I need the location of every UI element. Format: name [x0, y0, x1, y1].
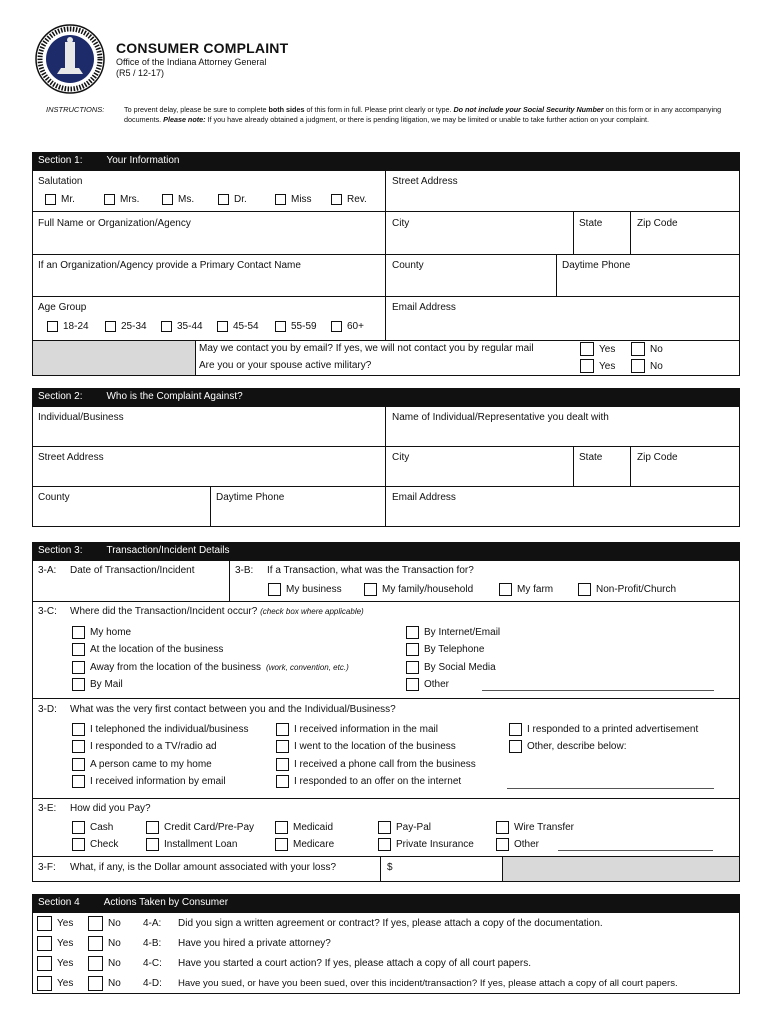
- divider: [385, 406, 386, 527]
- active-military-question: Are you or your spouse active military?: [199, 360, 372, 371]
- checkbox[interactable]: [105, 321, 116, 332]
- 3e-wire-transfer[interactable]: [496, 821, 574, 834]
- section-number: Section 1:: [38, 155, 83, 166]
- checkbox[interactable]: [72, 643, 85, 656]
- 3c-away-from-business[interactable]: [72, 661, 349, 674]
- checkbox[interactable]: [496, 838, 509, 851]
- checkbox[interactable]: [45, 194, 56, 205]
- option-label: Yes: [57, 958, 74, 969]
- instr-part: To prevent delay, please be sure to complete: [124, 105, 269, 114]
- 4b-no[interactable]: [88, 936, 121, 951]
- divider: [32, 798, 740, 799]
- checkbox[interactable]: [406, 678, 419, 691]
- checkbox[interactable]: [37, 956, 52, 971]
- state-label: State: [579, 218, 603, 229]
- checkbox[interactable]: [276, 758, 289, 771]
- 4c-yes[interactable]: [37, 956, 73, 971]
- question-3f-text: What, if any, is the Dollar amount associated with your loss?: [70, 862, 337, 873]
- form-title: CONSUMER COMPLAINT: [116, 40, 289, 56]
- 3e-other-line[interactable]: [558, 850, 713, 851]
- option-label: Installment Loan: [164, 839, 238, 850]
- option-label: No: [108, 918, 121, 929]
- 3c-by-mail[interactable]: [72, 678, 123, 691]
- option-label: Mrs.: [120, 194, 140, 205]
- checkbox[interactable]: [218, 194, 229, 205]
- option-label: By Internet/Email: [424, 627, 501, 638]
- instructions-label: INSTRUCTIONS:: [46, 105, 105, 114]
- checkbox[interactable]: [217, 321, 228, 332]
- checkbox[interactable]: [331, 194, 342, 205]
- checkbox[interactable]: [631, 359, 645, 373]
- 3c-telephone[interactable]: [406, 643, 484, 656]
- checkbox[interactable]: [37, 976, 52, 991]
- question-4b-row: [37, 934, 737, 954]
- option-label: Miss: [291, 194, 312, 205]
- checkbox[interactable]: [146, 838, 159, 851]
- option-label: Yes: [599, 360, 616, 372]
- checkbox[interactable]: [378, 838, 391, 851]
- 3e-check[interactable]: [72, 838, 118, 851]
- state-label: State: [579, 452, 603, 463]
- divider: [573, 446, 574, 486]
- checkbox[interactable]: [509, 740, 522, 753]
- checkbox[interactable]: [580, 342, 594, 356]
- checkbox[interactable]: [378, 821, 391, 834]
- 3d-other-line[interactable]: [507, 788, 714, 789]
- divider: [32, 698, 740, 699]
- option-label: I received information by email: [90, 776, 226, 787]
- 3d-other[interactable]: [509, 740, 627, 753]
- checkbox[interactable]: [276, 775, 289, 788]
- question-3d-text: What was the very first contact between you and the Individual/Business?: [70, 704, 396, 715]
- divider: [210, 486, 211, 527]
- question-text: Have you started a court action? If yes, please attach a copy of all court papers.: [178, 958, 531, 969]
- question-4d-row: [37, 974, 737, 994]
- checkbox[interactable]: [406, 643, 419, 656]
- 4c-no[interactable]: [88, 956, 121, 971]
- 3b-family-household[interactable]: [364, 583, 473, 596]
- full-name-label: Full Name or Organization/Agency: [38, 218, 191, 229]
- divider: [32, 601, 740, 602]
- military-no[interactable]: [631, 359, 663, 373]
- section-1-header: [32, 152, 740, 170]
- dollar-amount-field[interactable]: $: [387, 862, 393, 873]
- question-number: 4-A:: [143, 918, 162, 929]
- street-address-label: Street Address: [38, 452, 104, 463]
- option-label: No: [108, 978, 121, 989]
- email-label: Email Address: [392, 302, 456, 313]
- age-25-34[interactable]: [105, 321, 147, 332]
- city-label: City: [392, 452, 410, 463]
- form-subtitle: [116, 57, 266, 79]
- office-name: Office of the Indiana Attorney General: [116, 57, 267, 67]
- option-label: Private Insurance: [396, 839, 474, 850]
- option-label: A person came to my home: [90, 759, 212, 770]
- checkbox[interactable]: [631, 342, 645, 356]
- 3e-medicare[interactable]: [275, 838, 334, 851]
- option-label: 35-44: [177, 321, 203, 332]
- instructions-text: [124, 105, 724, 125]
- 3d-phone-call[interactable]: [276, 758, 476, 771]
- 3d-info-email[interactable]: [72, 775, 226, 788]
- checkbox[interactable]: [275, 838, 288, 851]
- option-label: My farm: [517, 584, 554, 595]
- divider: [229, 560, 230, 601]
- option-label: Mr.: [61, 194, 75, 205]
- checkbox[interactable]: [364, 583, 377, 596]
- option-label: By Social Media: [424, 662, 496, 673]
- 3e-private-insurance[interactable]: [378, 838, 474, 851]
- 3e-medicaid[interactable]: [275, 821, 333, 834]
- question-3f-number: 3-F:: [38, 862, 56, 873]
- email-no[interactable]: [631, 342, 663, 356]
- 3b-my-business[interactable]: [268, 583, 342, 596]
- checkbox[interactable]: [72, 775, 85, 788]
- 3d-info-mail[interactable]: [276, 723, 438, 736]
- daytime-phone-label: Daytime Phone: [562, 260, 631, 271]
- divider: [195, 340, 196, 376]
- option-label: 45-54: [233, 321, 259, 332]
- checkbox[interactable]: [275, 321, 286, 332]
- question-text: Did you sign a written agreement or contract? If yes, please attach a copy of the documentation.: [178, 918, 603, 929]
- section-4-rows: [37, 914, 737, 994]
- divider: [32, 486, 740, 487]
- option-label: Dr.: [234, 194, 247, 205]
- checkbox[interactable]: [88, 936, 103, 951]
- section-name: Actions Taken by Consumer: [103, 897, 229, 908]
- salutation-mrs[interactable]: [104, 194, 139, 205]
- age-45-54[interactable]: [217, 321, 259, 332]
- question-3e-text: How did you Pay?: [70, 803, 151, 814]
- representative-label: Name of Individual/Representative you dealt with: [392, 412, 609, 423]
- 3b-my-farm[interactable]: [499, 583, 553, 596]
- option-label: 18-24: [63, 321, 89, 332]
- age-18-24[interactable]: [47, 321, 89, 332]
- question-3b-number: 3-B:: [235, 565, 254, 576]
- question-4c-row: [37, 954, 737, 974]
- option-label: I responded to an offer on the internet: [294, 776, 462, 787]
- option-note: (work, convention, etc.): [266, 663, 349, 672]
- 4b-yes[interactable]: [37, 936, 73, 951]
- salutation-dr[interactable]: [218, 194, 247, 205]
- option-label: I received information in the mail: [294, 724, 438, 735]
- checkbox[interactable]: [275, 821, 288, 834]
- age-60-plus[interactable]: [331, 321, 364, 332]
- section-name: Your Information: [106, 155, 180, 166]
- option-label: Yes: [57, 978, 74, 989]
- question-3c-text: [70, 606, 364, 617]
- checkbox[interactable]: [268, 583, 281, 596]
- checkbox[interactable]: [496, 821, 509, 834]
- option-label: Non-Profit/Church: [596, 584, 677, 595]
- individual-business-label: Individual/Business: [38, 412, 124, 423]
- divider: [32, 446, 740, 447]
- 4d-no[interactable]: [88, 976, 121, 991]
- option-label: By Telephone: [424, 644, 485, 655]
- divider: [573, 211, 574, 254]
- checkbox[interactable]: [162, 194, 173, 205]
- instr-part: on this form or in any accompanying documents.: [124, 105, 722, 124]
- option-label: Yes: [57, 918, 74, 929]
- option-label: No: [650, 343, 663, 355]
- option-label: Pay-Pal: [396, 822, 432, 833]
- option-label: I responded to a TV/radio ad: [90, 741, 217, 752]
- section-2-header: [32, 388, 740, 406]
- military-yes[interactable]: [580, 359, 615, 373]
- option-label: Yes: [599, 343, 616, 355]
- checkbox[interactable]: [72, 758, 85, 771]
- question-3b-text: If a Transaction, what was the Transaction for?: [267, 565, 474, 576]
- street-address-label: Street Address: [392, 176, 458, 187]
- option-label: Rev.: [347, 194, 367, 205]
- checkbox[interactable]: [276, 723, 289, 736]
- option-label: Other, describe below:: [527, 741, 627, 752]
- checkbox[interactable]: [72, 723, 85, 736]
- section-number: Section 3:: [38, 545, 83, 556]
- option-label: Wire Transfer: [514, 822, 575, 833]
- 4d-yes[interactable]: [37, 976, 73, 991]
- 3d-printed-ad[interactable]: [509, 723, 698, 736]
- checkbox[interactable]: [72, 821, 85, 834]
- option-label: I received a phone call from the business: [294, 759, 476, 770]
- 3e-credit-card[interactable]: [146, 821, 254, 834]
- 3c-business-location[interactable]: [72, 643, 223, 656]
- checkbox[interactable]: [509, 723, 522, 736]
- option-label: My home: [90, 627, 132, 638]
- option-label: My family/household: [382, 584, 474, 595]
- 3c-my-home[interactable]: [72, 626, 131, 639]
- 3e-paypal[interactable]: [378, 821, 431, 834]
- section-name: Who is the Complaint Against?: [106, 391, 243, 402]
- divider: [385, 170, 386, 340]
- zip-label: Zip Code: [637, 452, 678, 463]
- age-35-44[interactable]: [161, 321, 203, 332]
- 3c-other[interactable]: [406, 678, 449, 691]
- option-label: Other: [514, 839, 540, 850]
- salutation-miss[interactable]: [275, 194, 312, 205]
- checkbox[interactable]: [72, 661, 85, 674]
- 3c-internet-email[interactable]: [406, 626, 500, 639]
- shaded-cell: [33, 341, 195, 375]
- instr-part: If you have already obtained a judgment, or there is pending litigation, we may be limited or unable to take further action on your complaint.: [205, 115, 649, 124]
- contact-by-email-question: May we contact you by email? If yes, we will not contact you by regular mail: [199, 343, 534, 354]
- question-3a-number: 3-A:: [38, 565, 57, 576]
- question-3c-number: 3-C:: [38, 606, 57, 617]
- 3c-social-media[interactable]: [406, 661, 496, 674]
- question-note: (check box where applicable): [260, 607, 364, 616]
- option-label: I responded to a printed advertisement: [527, 724, 699, 735]
- 3d-person-came-home[interactable]: [72, 758, 212, 771]
- 3d-telephoned[interactable]: [72, 723, 248, 736]
- checkbox[interactable]: [72, 678, 85, 691]
- checkbox[interactable]: [47, 321, 58, 332]
- checkbox[interactable]: [161, 321, 172, 332]
- daytime-phone-label: Daytime Phone: [216, 492, 285, 503]
- age-55-59[interactable]: [275, 321, 317, 332]
- option-label: By Mail: [90, 679, 123, 690]
- option-label: I telephoned the individual/business: [90, 724, 249, 735]
- option-label: I went to the location of the business: [294, 741, 456, 752]
- checkbox[interactable]: [72, 838, 85, 851]
- 3d-internet-offer[interactable]: [276, 775, 461, 788]
- city-label: City: [392, 218, 410, 229]
- question-4a-row: [37, 914, 737, 934]
- option-label: Away from the location of the business: [90, 662, 262, 673]
- email-yes[interactable]: [580, 342, 615, 356]
- 4a-no[interactable]: [88, 916, 121, 931]
- instr-bold: both sides: [268, 105, 305, 114]
- checkbox[interactable]: [499, 583, 512, 596]
- option-label: No: [108, 938, 121, 949]
- form-id: (R5 / 12-17): [116, 68, 165, 78]
- option-label: Yes: [57, 938, 74, 949]
- section-2-box: [32, 406, 740, 527]
- age-group-label: Age Group: [38, 302, 87, 313]
- section-number: Section 4: [38, 897, 80, 908]
- question-text: Have you sued, or have you been sued, over this incident/transaction? If yes, please attach a copy of all court papers.: [178, 978, 678, 989]
- option-label: My business: [286, 584, 342, 595]
- county-label: County: [392, 260, 424, 271]
- section-name: Transaction/Incident Details: [106, 545, 230, 556]
- checkbox[interactable]: [580, 359, 594, 373]
- question-number: 4-C:: [143, 958, 162, 969]
- instr-ssn-warning: Do not include your Social Security Number: [453, 105, 604, 114]
- option-label: Check: [90, 839, 119, 850]
- divider: [556, 254, 557, 296]
- 3b-non-profit-church[interactable]: [578, 583, 676, 596]
- shaded-cell: [503, 857, 739, 881]
- checkbox[interactable]: [37, 936, 52, 951]
- checkbox[interactable]: [275, 194, 286, 205]
- 3e-other[interactable]: [496, 838, 539, 851]
- 3d-tv-radio-ad[interactable]: [72, 740, 217, 753]
- divider: [630, 211, 631, 254]
- checkbox[interactable]: [276, 740, 289, 753]
- zip-label: Zip Code: [637, 218, 678, 229]
- question-text: Have you hired a private attorney?: [178, 938, 331, 949]
- 4a-yes[interactable]: [37, 916, 73, 931]
- 3d-went-to-business[interactable]: [276, 740, 456, 753]
- divider: [32, 211, 740, 212]
- question-3e-number: 3-E:: [38, 803, 57, 814]
- salutation-ms[interactable]: [162, 194, 194, 205]
- primary-contact-label: If an Organization/Agency provide a Primary Contact Name: [38, 260, 301, 271]
- divider: [32, 254, 740, 255]
- checkbox[interactable]: [104, 194, 115, 205]
- option-label: 60+: [347, 321, 364, 332]
- checkbox[interactable]: [406, 626, 419, 639]
- question-number: 4-D:: [143, 978, 162, 989]
- option-label: Medicare: [293, 839, 335, 850]
- checkbox[interactable]: [72, 626, 85, 639]
- option-label: No: [650, 360, 663, 372]
- 3e-installment-loan[interactable]: [146, 838, 237, 851]
- question-text: Where did the Transaction/Incident occur?: [70, 606, 258, 617]
- option-label: Other: [424, 679, 450, 690]
- option-label: 25-34: [121, 321, 147, 332]
- checkbox[interactable]: [331, 321, 342, 332]
- checkbox[interactable]: [406, 661, 419, 674]
- divider: [32, 296, 740, 297]
- salutation-rev[interactable]: [331, 194, 367, 205]
- option-label: Cash: [90, 822, 114, 833]
- indiana-seal-logo: [35, 24, 105, 94]
- instr-note: Please note:: [163, 115, 206, 124]
- divider: [630, 446, 631, 486]
- option-label: 55-59: [291, 321, 317, 332]
- section-3-header: [32, 542, 740, 560]
- salutation-mr[interactable]: [45, 194, 75, 205]
- section-4-header: [32, 894, 740, 912]
- option-label: At the location of the business: [90, 644, 224, 655]
- question-3d-number: 3-D:: [38, 704, 57, 715]
- 3c-other-line[interactable]: [482, 690, 714, 691]
- question-number: 4-B:: [143, 938, 162, 949]
- checkbox[interactable]: [88, 956, 103, 971]
- checkbox[interactable]: [578, 583, 591, 596]
- checkbox[interactable]: [72, 740, 85, 753]
- section-number: Section 2:: [38, 391, 83, 402]
- option-label: Credit Card/Pre-Pay: [164, 822, 255, 833]
- checkbox[interactable]: [37, 916, 52, 931]
- county-label: County: [38, 492, 70, 503]
- email-label: Email Address: [392, 492, 456, 503]
- 3e-cash[interactable]: [72, 821, 113, 834]
- checkbox[interactable]: [88, 916, 103, 931]
- option-label: No: [108, 958, 121, 969]
- checkbox[interactable]: [146, 821, 159, 834]
- option-label: Medicaid: [293, 822, 334, 833]
- option-label: Ms.: [178, 194, 195, 205]
- question-3a-text: Date of Transaction/Incident: [70, 565, 195, 576]
- divider: [380, 856, 381, 882]
- checkbox[interactable]: [88, 976, 103, 991]
- instr-part: of this form in full. Please print clearly or type.: [304, 105, 454, 114]
- salutation-label: Salutation: [38, 176, 83, 187]
